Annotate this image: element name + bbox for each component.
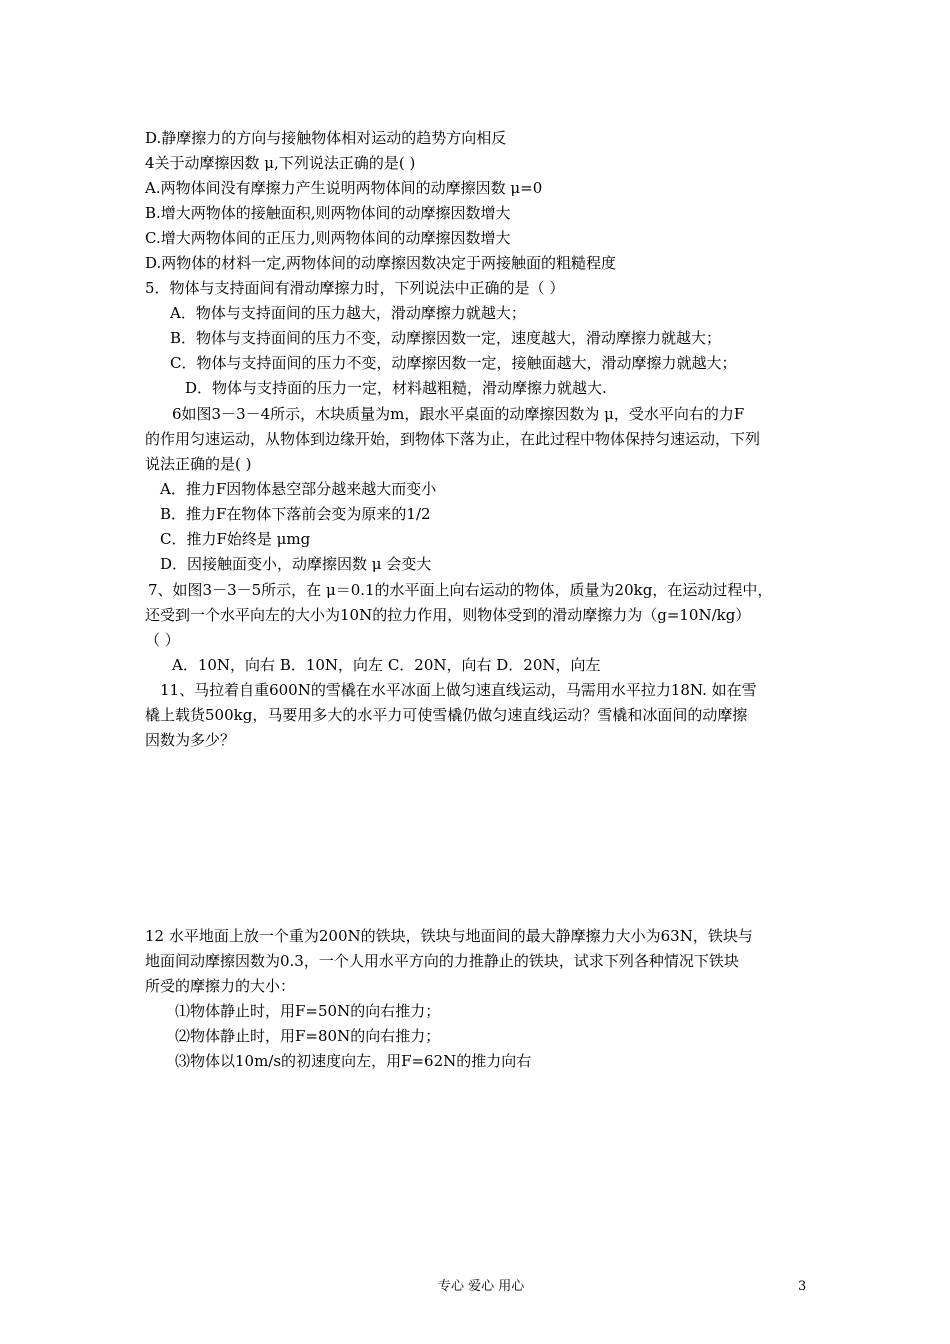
q5-option-c: C．物体与支持面间的压力不变，动摩擦因数一定，接触面越大，滑动摩擦力就越大； <box>170 354 737 372</box>
q5-option-a: A．物体与支持面间的压力越大，滑动摩擦力就越大； <box>170 304 526 322</box>
q6-option-d: D．因接触面变小，动摩擦因数 μ 会变大 <box>160 555 432 573</box>
page-number: 3 <box>798 1279 807 1294</box>
q11-stem-line1: 11、马拉着自重600N的雪橇在水平冰面上做匀速直线运动，马需用水平拉力18N. 如在雪 <box>160 681 757 699</box>
q7-stem-line2: 还受到一个水平向左的大小为10N的拉力作用，则物体受到的滑动摩擦力为（g=10N/kg） <box>145 606 751 624</box>
q7-stem-line1: 7、如图3－3－5所示，在 μ＝0.1的水平面上向右运动的物体，质量为20kg，在运动过程中， <box>148 581 773 599</box>
q12-case-2: ⑵物体静止时，用F=80N的向右推力； <box>175 1027 441 1045</box>
q12-stem-line3: 所受的摩擦力的大小： <box>145 977 296 995</box>
q6-option-b: B．推力F在物体下落前会变为原来的1/2 <box>160 505 431 523</box>
q5-option-b: B．物体与支持面间的压力不变，动摩擦因数一定，速度越大，滑动摩擦力就越大； <box>170 329 722 347</box>
q3-option-d: D.静摩擦力的方向与接触物体相对运动的趋势方向相反 <box>145 129 507 147</box>
q12-case-3: ⑶物体以10m/s的初速度向左，用F=62N的推力向右 <box>175 1052 532 1070</box>
q4-option-b: B.增大两物体的接触面积,则两物体间的动摩擦因数增大 <box>145 204 511 222</box>
q4-stem: 4关于动摩擦因数 μ,下列说法正确的是( ) <box>145 154 416 172</box>
q4-option-c: C.增大两物体间的正压力,则两物体间的动摩擦因数增大 <box>145 229 511 247</box>
q4-option-d: D.两物体的材料一定,两物体间的动摩擦因数决定于两接触面的粗糙程度 <box>145 254 617 272</box>
q12-case-1: ⑴物体静止时，用F=50N的向右推力； <box>175 1002 441 1020</box>
q4-option-a: A.两物体间没有摩擦力产生说明两物体间的动摩擦因数 μ=0 <box>145 179 543 197</box>
q7-options: A．10N，向右 B．10N，向左 C．20N，向右 D．20N，向左 <box>172 656 601 674</box>
q6-stem-line3: 说法正确的是( ) <box>145 455 252 473</box>
q7-answer-blank: （ ） <box>145 631 180 649</box>
q6-stem-line2: 的作用匀速运动，从物体到边缘开始，到物体下落为止，在此过程中物体保持匀速运动，下列 <box>145 430 761 448</box>
q6-option-c: C．推力F始终是 μmg <box>160 530 311 548</box>
q11-stem-line2: 橇上载货500kg，马要用多大的水平力可使雪橇仍做匀速直线运动？雪橇和冰面间的动摩擦 <box>145 706 748 724</box>
q12-stem-line1: 12 水平地面上放一个重为200N的铁块，铁块与地面间的最大静摩擦力大小为63N，铁块与 <box>145 927 753 945</box>
q12-stem-line2: 地面间动摩擦因数为0.3，一个人用水平方向的力推静止的铁块，试求下列各种情况下铁块 <box>145 952 739 970</box>
footer-motto: 专心 爱心 用心 <box>438 1279 525 1294</box>
q6-option-a: A．推力F因物体悬空部分越来越大而变小 <box>160 480 437 498</box>
q6-stem-line1: 6如图3－3－4所示，木块质量为m，跟水平桌面的动摩擦因数为 μ，受水平向右的力F <box>172 405 745 423</box>
q5-option-d: D．物体与支持面的压力一定，材料越粗糙，滑动摩擦力就越大. <box>185 379 607 397</box>
q11-stem-line3: 因数为多少？ <box>145 731 236 749</box>
q5-stem: 5．物体与支持面间有滑动摩擦力时，下列说法中正确的是（ ） <box>145 279 565 297</box>
